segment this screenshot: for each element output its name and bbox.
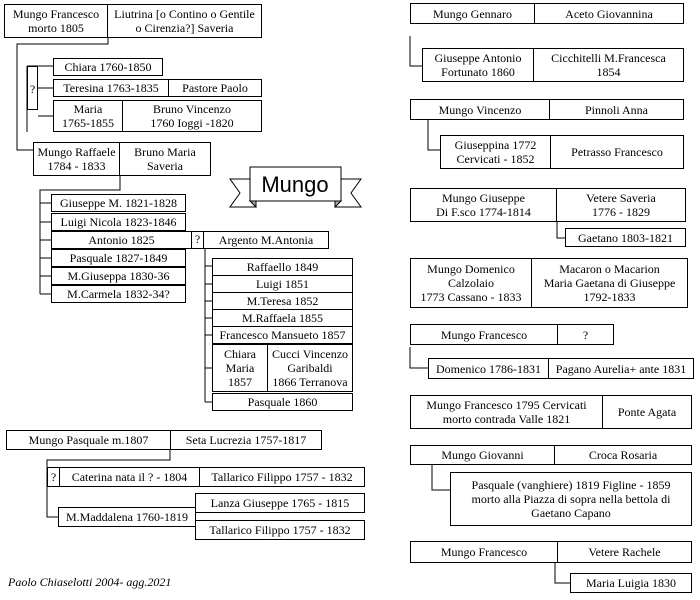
spouse-vetere-saveria: Vetere Saveria 1776 - 1829	[556, 188, 686, 222]
person-m-maddalena: M.Maddalena 1760-1819	[58, 507, 196, 527]
person-mungo-vincenzo: Mungo Vincenzo	[410, 99, 550, 120]
person-mungo-francesco: Mungo Francesco morto 1805	[4, 4, 108, 38]
person-mungo-giuseppe: Mungo Giuseppe Di F.sco 1774-1814	[410, 188, 557, 222]
grandchild-luigi: Luigi 1851	[212, 275, 353, 293]
spouse-cucci-vincenzo: Cucci Vincenzo Garibaldi 1866 Terranova	[267, 344, 353, 392]
person-mungo-francesco-1: Mungo Francesco	[410, 324, 558, 345]
grandchild-pasquale-1860: Pasquale 1860	[212, 393, 353, 411]
person-pasquale-vanghiere: Pasquale (vanghiere) 1819 Figline - 1859 morto alla Piazza di sopra nella bettola di Gaetano Capano	[450, 472, 692, 526]
spouse-ponte-agata: Ponte Agata	[602, 395, 692, 429]
child-luigi-nicola: Luigi Nicola 1823-1846	[51, 213, 186, 231]
spouse-petrasso: Petrasso Francesco	[550, 135, 684, 169]
grandchild-chiara-maria: Chiara Maria 1857	[212, 344, 268, 392]
connector	[432, 464, 450, 490]
person-mungo-gennaro: Mungo Gennaro	[410, 3, 535, 24]
person-mungo-francesco-2: Mungo Francesco	[410, 541, 558, 563]
person-mungo-francesco-1795: Mungo Francesco 1795 Cervicati morto contrada Valle 1821	[410, 395, 603, 429]
spouse-pastore-paolo: Pastore Paolo	[168, 79, 262, 97]
spouse-macaron: Macaron o Macarion Maria Gaetana di Giuseppe 1792-1833	[531, 258, 688, 308]
child-m-giuseppa: M.Giuseppa 1830-36	[51, 267, 186, 285]
person-maria: Maria 1765-1855	[53, 100, 123, 132]
spouse-tallarico-filippo-2: Tallarico Filippo 1757 - 1832	[195, 520, 365, 540]
spouse-lanza-giuseppe: Lanza Giuseppe 1765 - 1815	[195, 493, 365, 513]
child-m-carmela: M.Carmela 1832-34?	[51, 285, 186, 303]
person-domenico-1786: Domenico 1786-1831	[428, 358, 549, 379]
grandchild-raffaello: Raffaello 1849	[212, 258, 353, 276]
spouse-seta-lucrezia: Seta Lucrezia 1757-1817	[170, 430, 322, 450]
connector	[428, 120, 440, 150]
spouse-croca-rosaria: Croca Rosaria	[554, 445, 692, 465]
spouse-bruno-maria-saveria: Bruno Maria Saveria	[119, 142, 211, 176]
uncertain-marker: ?	[47, 467, 60, 487]
mungo-banner	[228, 165, 363, 213]
connector	[557, 221, 565, 238]
person-mungo-pasquale: Mungo Pasquale m.1807	[6, 430, 171, 450]
person-giuseppina: Giuseppina 1772 Cervicati - 1852	[440, 135, 551, 169]
person-maria-luigia: Maria Luigia 1830	[570, 573, 692, 593]
connector	[410, 36, 422, 66]
spouse-cicchitelli: Cicchitelli M.Francesca 1854	[533, 48, 684, 82]
spouse-liutrina-saveria: Liutrina [o Contino o Gentile o Cirenzia?] Saveria	[107, 4, 262, 38]
person-caterina: Caterina nata il ? - 1804	[59, 467, 200, 487]
grandchild-francesco-mansueto: Francesco Mansueto 1857	[212, 326, 353, 344]
uncertain-marker: ?	[27, 66, 38, 110]
child-pasquale: Pasquale 1827-1849	[51, 249, 186, 267]
person-gaetano: Gaetano 1803-1821	[565, 228, 686, 247]
person-chiara: Chiara 1760-1850	[53, 58, 163, 76]
author-credit: Paolo Chiaselotti 2004- agg.2021	[8, 575, 172, 589]
person-giuseppe-antonio: Giuseppe Antonio Fortunato 1860	[422, 48, 534, 82]
grandchild-m-raffaela: M.Raffaela 1855	[212, 309, 353, 327]
person-teresina: Teresina 1763-1835	[53, 79, 169, 97]
spouse-bruno-vincenzo: Bruno Vincenzo 1760 Ioggi -1820	[122, 100, 262, 132]
spouse-pagano-aurelia: Pagano Aurelia+ ante 1831	[548, 358, 694, 379]
person-mungo-domenico: Mungo Domenico Calzolaio 1773 Cassano - 1833	[410, 258, 532, 308]
spouse-argento-m-antonia: Argento M.Antonia	[203, 231, 329, 249]
child-antonio: Antonio 1825	[51, 231, 192, 249]
spouse-tallarico-filippo: Tallarico Filippo 1757 - 1832	[199, 467, 365, 487]
spouse-vetere-rachele: Vetere Rachele	[557, 541, 692, 563]
grandchild-m-teresa: M.Teresa 1852	[212, 292, 353, 310]
spouse-unknown: ?	[557, 324, 614, 345]
connector	[555, 560, 570, 583]
person-mungo-raffaele: Mungo Raffaele 1784 - 1833	[33, 142, 120, 176]
spouse-aceto-giovannina: Aceto Giovannina	[534, 3, 684, 24]
connector	[410, 347, 428, 368]
child-giuseppe-m: Giuseppe M. 1821-1828	[51, 194, 186, 212]
spouse-pinnoli-anna: Pinnoli Anna	[549, 99, 684, 120]
uncertain-marker: ?	[191, 231, 204, 249]
person-mungo-giovanni: Mungo Giovanni	[410, 445, 555, 465]
banner-title: Mungo	[261, 172, 329, 197]
